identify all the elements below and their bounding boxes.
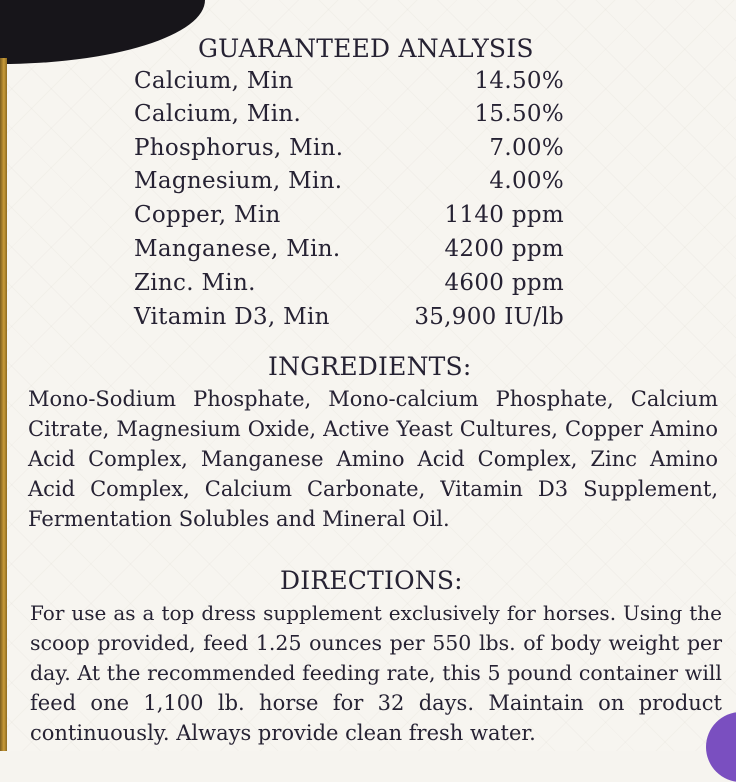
ingredients-heading: INGREDIENTS: <box>268 352 472 381</box>
analysis-row <box>134 168 564 202</box>
guaranteed-analysis-heading: GUARANTEED ANALYSIS <box>198 34 534 63</box>
analysis-value: 14.50% <box>474 68 564 94</box>
analysis-name: Calcium, Min. <box>134 101 302 127</box>
analysis-row <box>134 101 564 135</box>
gold-edge-band <box>0 58 7 751</box>
ingredients-paragraph <box>28 384 718 534</box>
directions-line: feed one 1,100 lb. horse for 32 days. Maintain on product <box>30 691 722 715</box>
analysis-row <box>134 68 564 102</box>
analysis-value: 4200 ppm <box>444 236 564 262</box>
analysis-value: 4.00% <box>489 168 564 194</box>
analysis-row <box>134 202 564 236</box>
analysis-row <box>134 135 564 169</box>
directions-paragraph <box>30 598 722 748</box>
analysis-name: Magnesium, Min. <box>134 168 343 194</box>
ingredients-line: Acid Complex, Calcium Carbonate, Vitamin D3 Supplement, <box>28 477 718 501</box>
ingredients-line: Mono-Sodium Phosphate, Mono-calcium Phosphate, Calcium <box>28 387 718 411</box>
analysis-name: Copper, Min <box>134 202 281 228</box>
ingredients-line: Acid Complex, Manganese Amino Acid Complex, Zinc Amino <box>28 447 718 471</box>
analysis-row <box>134 304 564 338</box>
analysis-row <box>134 236 564 270</box>
analysis-name: Vitamin D3, Min <box>134 304 330 330</box>
analysis-row <box>134 270 564 304</box>
directions-line: day. At the recommended feeding rate, this 5 pound container will <box>30 661 722 685</box>
analysis-name: Manganese, Min. <box>134 236 341 262</box>
directions-line: continuously. Always provide clean fresh water. <box>30 721 536 745</box>
directions-line: For use as a top dress supplement exclusively for horses. Using the <box>30 601 722 625</box>
ingredients-line: Fermentation Solubles and Mineral Oil. <box>28 507 450 531</box>
analysis-name: Zinc. Min. <box>134 270 256 296</box>
analysis-name: Phosphorus, Min. <box>134 135 344 161</box>
analysis-value: 7.00% <box>489 135 564 161</box>
analysis-value: 4600 ppm <box>444 270 564 296</box>
directions-heading: DIRECTIONS: <box>280 566 463 595</box>
analysis-value: 35,900 IU/lb <box>414 304 564 330</box>
ingredients-line: Citrate, Magnesium Oxide, Active Yeast Cultures, Copper Amino <box>28 417 718 441</box>
analysis-name: Calcium, Min <box>134 68 294 94</box>
directions-line: scoop provided, feed 1.25 ounces per 550 lbs. of body weight per <box>30 631 722 655</box>
analysis-value: 1140 ppm <box>444 202 564 228</box>
analysis-value: 15.50% <box>474 101 564 127</box>
